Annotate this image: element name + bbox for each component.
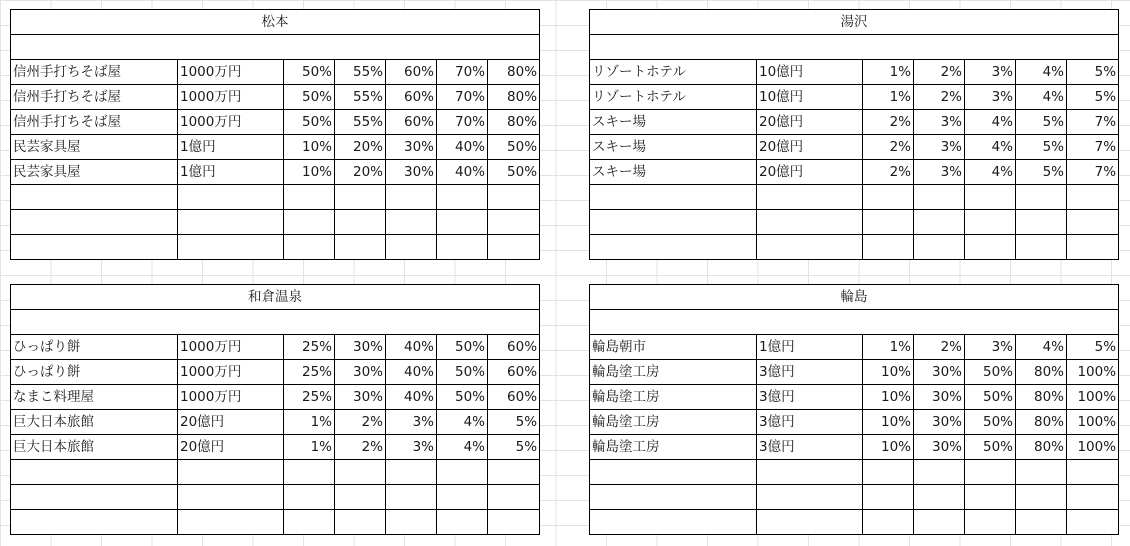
price-cell[interactable]: 20億円 [757,160,863,185]
rate-cell[interactable]: 80% [1016,385,1067,410]
rate-cell[interactable]: 4% [965,160,1016,185]
shop-name-cell[interactable] [590,185,757,210]
rate-cell[interactable] [335,210,386,235]
rate-cell[interactable]: 100% [1067,360,1119,385]
price-cell[interactable] [757,235,863,260]
table-row [11,485,540,510]
rate-cell[interactable] [437,510,488,535]
rate-cell[interactable]: 5% [1016,135,1067,160]
rate-cell[interactable]: 50% [437,360,488,385]
rate-cell[interactable] [914,185,965,210]
rate-cell[interactable] [914,485,965,510]
table-row [590,510,1119,535]
shop-name-cell[interactable]: リゾートホテル [590,85,757,110]
table-row [590,485,1119,510]
rate-cell[interactable] [488,235,540,260]
shop-name-cell[interactable] [11,510,178,535]
rate-cell[interactable]: 55% [335,110,386,135]
table-row [590,60,1119,85]
rate-cell[interactable] [386,485,437,510]
rate-cell[interactable] [1016,485,1067,510]
rate-cell[interactable]: 25% [284,360,335,385]
rate-cell[interactable]: 2% [863,160,914,185]
rate-cell[interactable]: 3% [914,160,965,185]
rate-cell[interactable]: 80% [1016,435,1067,460]
price-cell[interactable] [757,485,863,510]
shop-name-cell[interactable]: なまこ料理屋 [11,385,178,410]
blank-row [590,35,1119,60]
rate-cell[interactable]: 30% [914,435,965,460]
shop-name-cell[interactable]: 信州手打ちそば屋 [11,60,178,85]
rate-cell[interactable]: 4% [1016,335,1067,360]
rate-cell[interactable]: 55% [335,60,386,85]
rate-cell[interactable]: 5% [1016,110,1067,135]
shop-name-cell[interactable]: スキー場 [590,160,757,185]
rate-cell[interactable] [437,460,488,485]
rate-cell[interactable] [1067,235,1119,260]
rate-cell[interactable]: 3% [965,85,1016,110]
rate-cell[interactable]: 1% [284,435,335,460]
price-cell[interactable]: 10億円 [757,60,863,85]
rate-cell[interactable] [386,235,437,260]
rate-cell[interactable]: 100% [1067,410,1119,435]
price-cell[interactable]: 20億円 [178,410,284,435]
rate-cell[interactable] [488,185,540,210]
price-cell[interactable]: 1億円 [178,160,284,185]
price-cell[interactable]: 1000万円 [178,60,284,85]
table-row [590,110,1119,135]
price-cell[interactable]: 20億円 [757,110,863,135]
rate-cell[interactable] [863,210,914,235]
price-cell[interactable] [757,185,863,210]
block-title[interactable]: 松本 [11,10,540,35]
rate-cell[interactable]: 2% [914,85,965,110]
rate-cell[interactable]: 50% [488,160,540,185]
rate-cell[interactable]: 80% [488,60,540,85]
rate-cell[interactable]: 20% [335,135,386,160]
rate-cell[interactable] [1016,460,1067,485]
rate-cell[interactable] [437,210,488,235]
rate-cell[interactable]: 7% [1067,135,1119,160]
blank-cell[interactable] [590,310,1119,335]
price-cell[interactable]: 1000万円 [178,85,284,110]
title-row [11,285,540,310]
rate-cell[interactable] [1067,210,1119,235]
shop-name-cell[interactable]: 民芸家具屋 [11,160,178,185]
rate-cell[interactable]: 10% [863,385,914,410]
title-row [11,10,540,35]
blank-row [11,310,540,335]
rate-cell[interactable] [386,185,437,210]
shop-name-cell[interactable] [590,210,757,235]
price-cell[interactable] [757,510,863,535]
rate-cell[interactable] [335,185,386,210]
table-row [11,460,540,485]
table-wajima [589,284,1119,535]
shop-name-cell[interactable] [11,210,178,235]
rate-cell[interactable]: 50% [437,385,488,410]
rate-cell[interactable]: 50% [284,85,335,110]
rate-cell[interactable]: 55% [335,85,386,110]
rate-cell[interactable]: 5% [1016,160,1067,185]
shop-name-cell[interactable] [590,460,757,485]
rate-cell[interactable]: 50% [284,60,335,85]
shop-name-cell[interactable]: 巨大日本旅館 [11,435,178,460]
rate-cell[interactable]: 10% [863,410,914,435]
rate-cell[interactable]: 50% [965,385,1016,410]
blank-cell[interactable] [11,310,540,335]
table-row [590,410,1119,435]
rate-cell[interactable]: 4% [965,110,1016,135]
rate-cell[interactable] [386,460,437,485]
table-row [11,335,540,360]
shop-name-cell[interactable] [590,485,757,510]
rate-cell[interactable]: 40% [386,385,437,410]
table-row [590,185,1119,210]
rate-cell[interactable] [863,185,914,210]
rate-cell[interactable] [488,485,540,510]
rate-cell[interactable]: 30% [914,410,965,435]
rate-cell[interactable] [914,235,965,260]
rate-cell[interactable] [863,460,914,485]
table-row [11,385,540,410]
rate-cell[interactable] [914,510,965,535]
price-cell[interactable] [178,210,284,235]
rate-cell[interactable]: 1% [284,410,335,435]
rate-cell[interactable] [965,235,1016,260]
rate-cell[interactable]: 1% [863,85,914,110]
table-row [11,360,540,385]
table-row [590,160,1119,185]
rate-cell[interactable] [284,485,335,510]
rate-cell[interactable]: 70% [437,110,488,135]
rate-cell[interactable]: 3% [914,110,965,135]
rate-cell[interactable] [863,510,914,535]
shop-name-cell[interactable]: 民芸家具屋 [11,135,178,160]
rate-cell[interactable] [863,235,914,260]
table-row [590,460,1119,485]
rate-cell[interactable]: 30% [914,385,965,410]
rate-cell[interactable]: 70% [437,60,488,85]
table-yuzawa [589,9,1119,260]
rate-cell[interactable]: 50% [284,110,335,135]
rate-cell[interactable]: 20% [335,160,386,185]
table-row [590,385,1119,410]
rate-cell[interactable]: 50% [965,410,1016,435]
blank-row [11,35,540,60]
rate-cell[interactable]: 4% [1016,85,1067,110]
shop-name-cell[interactable] [590,510,757,535]
table-row [590,235,1119,260]
rate-cell[interactable] [1016,235,1067,260]
rate-cell[interactable]: 60% [386,85,437,110]
rate-cell[interactable]: 25% [284,335,335,360]
rate-cell[interactable]: 3% [965,60,1016,85]
rate-cell[interactable] [914,460,965,485]
rate-cell[interactable] [335,485,386,510]
rate-cell[interactable]: 2% [335,435,386,460]
rate-cell[interactable]: 2% [863,110,914,135]
rate-cell[interactable]: 10% [863,360,914,385]
rate-cell[interactable]: 70% [437,85,488,110]
rate-cell[interactable] [965,185,1016,210]
rate-cell[interactable] [1016,185,1067,210]
shop-name-cell[interactable]: ひっぱり餅 [11,335,178,360]
rate-cell[interactable]: 4% [965,135,1016,160]
shop-name-cell[interactable]: 輪島塗工房 [590,435,757,460]
table-row [590,135,1119,160]
rate-cell[interactable]: 5% [488,435,540,460]
rate-cell[interactable] [965,210,1016,235]
price-cell[interactable]: 1000万円 [178,360,284,385]
shop-name-cell[interactable]: 輪島塗工房 [590,385,757,410]
rate-cell[interactable]: 50% [965,435,1016,460]
rate-cell[interactable]: 40% [437,135,488,160]
price-cell[interactable] [757,210,863,235]
shop-name-cell[interactable]: 巨大日本旅館 [11,410,178,435]
table-row [590,360,1119,385]
rate-cell[interactable]: 5% [488,410,540,435]
title-row [590,10,1119,35]
shop-name-cell[interactable] [11,485,178,510]
price-cell[interactable] [178,185,284,210]
rate-cell[interactable] [386,210,437,235]
price-cell[interactable] [757,460,863,485]
table-row [11,410,540,435]
rate-cell[interactable] [965,485,1016,510]
table-row [590,210,1119,235]
rate-cell[interactable]: 80% [1016,360,1067,385]
table-row [11,110,540,135]
rate-cell[interactable]: 100% [1067,435,1119,460]
rate-cell[interactable]: 60% [488,385,540,410]
rate-cell[interactable]: 2% [914,335,965,360]
rate-cell[interactable]: 80% [488,85,540,110]
shop-name-cell[interactable]: 輪島塗工房 [590,360,757,385]
price-cell[interactable] [178,485,284,510]
shop-name-cell[interactable]: 信州手打ちそば屋 [11,85,178,110]
block-title[interactable]: 輪島 [590,285,1119,310]
rate-cell[interactable] [1016,510,1067,535]
rate-cell[interactable]: 60% [488,360,540,385]
blank-row [590,310,1119,335]
rate-cell[interactable] [965,460,1016,485]
table-wakura-onsen [10,284,540,535]
rate-cell[interactable]: 5% [1067,335,1119,360]
shop-name-cell[interactable] [590,235,757,260]
price-cell[interactable]: 1000万円 [178,385,284,410]
rate-cell[interactable] [437,235,488,260]
rate-cell[interactable] [386,510,437,535]
rate-cell[interactable]: 40% [386,360,437,385]
rate-cell[interactable]: 3% [386,435,437,460]
price-cell[interactable] [178,460,284,485]
blank-cell[interactable] [590,35,1119,60]
rate-cell[interactable]: 2% [914,60,965,85]
shop-name-cell[interactable]: 輪島朝市 [590,335,757,360]
price-cell[interactable]: 3億円 [757,410,863,435]
rate-cell[interactable] [437,185,488,210]
shop-name-cell[interactable]: スキー場 [590,135,757,160]
rate-cell[interactable] [284,210,335,235]
table-row [590,435,1119,460]
rate-cell[interactable] [1067,485,1119,510]
rate-cell[interactable]: 60% [386,110,437,135]
price-cell[interactable]: 3億円 [757,385,863,410]
rate-cell[interactable]: 30% [335,335,386,360]
rate-cell[interactable]: 80% [1016,410,1067,435]
rate-cell[interactable]: 60% [488,335,540,360]
rate-cell[interactable]: 100% [1067,385,1119,410]
table-row [11,135,540,160]
table-matsumoto [10,9,540,260]
rate-cell[interactable]: 4% [437,410,488,435]
rate-cell[interactable] [488,460,540,485]
price-cell[interactable]: 10億円 [757,85,863,110]
table-row [11,60,540,85]
shop-name-cell[interactable]: 信州手打ちそば屋 [11,110,178,135]
rate-cell[interactable]: 1% [863,60,914,85]
table-row [590,85,1119,110]
rate-cell[interactable]: 30% [914,360,965,385]
rate-cell[interactable] [335,460,386,485]
price-cell[interactable]: 1億円 [178,135,284,160]
rate-cell[interactable]: 2% [863,135,914,160]
rate-cell[interactable]: 25% [284,385,335,410]
shop-name-cell[interactable] [11,460,178,485]
rate-cell[interactable]: 40% [386,335,437,360]
rate-cell[interactable] [863,485,914,510]
rate-cell[interactable]: 50% [965,360,1016,385]
rate-cell[interactable]: 7% [1067,160,1119,185]
rate-cell[interactable] [1016,210,1067,235]
rate-cell[interactable]: 1% [863,335,914,360]
rate-cell[interactable] [284,185,335,210]
rate-cell[interactable]: 10% [284,135,335,160]
rate-cell[interactable]: 4% [1016,60,1067,85]
price-cell[interactable]: 3億円 [757,360,863,385]
table-row [11,85,540,110]
shop-name-cell[interactable]: リゾートホテル [590,60,757,85]
rate-cell[interactable] [914,210,965,235]
rate-cell[interactable] [284,235,335,260]
rate-cell[interactable]: 50% [437,335,488,360]
table-row [11,510,540,535]
rate-cell[interactable] [488,210,540,235]
rate-cell[interactable] [488,510,540,535]
shop-name-cell[interactable] [11,235,178,260]
rate-cell[interactable]: 4% [437,435,488,460]
shop-name-cell[interactable]: ひっぱり餅 [11,360,178,385]
price-cell[interactable]: 1000万円 [178,335,284,360]
rate-cell[interactable]: 2% [335,410,386,435]
rate-cell[interactable]: 40% [437,160,488,185]
rate-cell[interactable]: 5% [1067,85,1119,110]
price-cell[interactable] [178,235,284,260]
price-cell[interactable]: 20億円 [178,435,284,460]
block-title[interactable]: 和倉温泉 [11,285,540,310]
rate-cell[interactable] [437,485,488,510]
rate-cell[interactable] [965,510,1016,535]
blank-cell[interactable] [11,35,540,60]
table-row [11,185,540,210]
table-row [11,210,540,235]
block-title[interactable]: 湯沢 [590,10,1119,35]
shop-name-cell[interactable]: 輪島塗工房 [590,410,757,435]
price-cell[interactable]: 20億円 [757,135,863,160]
table-row [590,335,1119,360]
table-row [11,435,540,460]
rate-cell[interactable] [284,510,335,535]
price-cell[interactable] [178,510,284,535]
rate-cell[interactable]: 5% [1067,60,1119,85]
rate-cell[interactable]: 30% [386,135,437,160]
rate-cell[interactable]: 7% [1067,110,1119,135]
rate-cell[interactable]: 30% [386,160,437,185]
rate-cell[interactable]: 80% [488,110,540,135]
price-cell[interactable]: 1000万円 [178,110,284,135]
title-row [590,285,1119,310]
table-row [11,235,540,260]
price-cell[interactable]: 1億円 [757,335,863,360]
table-row [11,160,540,185]
shop-name-cell[interactable] [11,185,178,210]
rate-cell[interactable] [335,510,386,535]
rate-cell[interactable]: 30% [335,385,386,410]
rate-cell[interactable]: 30% [335,360,386,385]
rate-cell[interactable]: 60% [386,60,437,85]
rate-cell[interactable]: 50% [488,135,540,160]
price-cell[interactable]: 3億円 [757,435,863,460]
rate-cell[interactable] [1067,185,1119,210]
shop-name-cell[interactable]: スキー場 [590,110,757,135]
rate-cell[interactable]: 3% [914,135,965,160]
rate-cell[interactable] [1067,510,1119,535]
rate-cell[interactable] [335,235,386,260]
rate-cell[interactable]: 3% [965,335,1016,360]
rate-cell[interactable] [284,460,335,485]
rate-cell[interactable]: 10% [863,435,914,460]
rate-cell[interactable] [1067,460,1119,485]
rate-cell[interactable]: 3% [386,410,437,435]
rate-cell[interactable]: 10% [284,160,335,185]
